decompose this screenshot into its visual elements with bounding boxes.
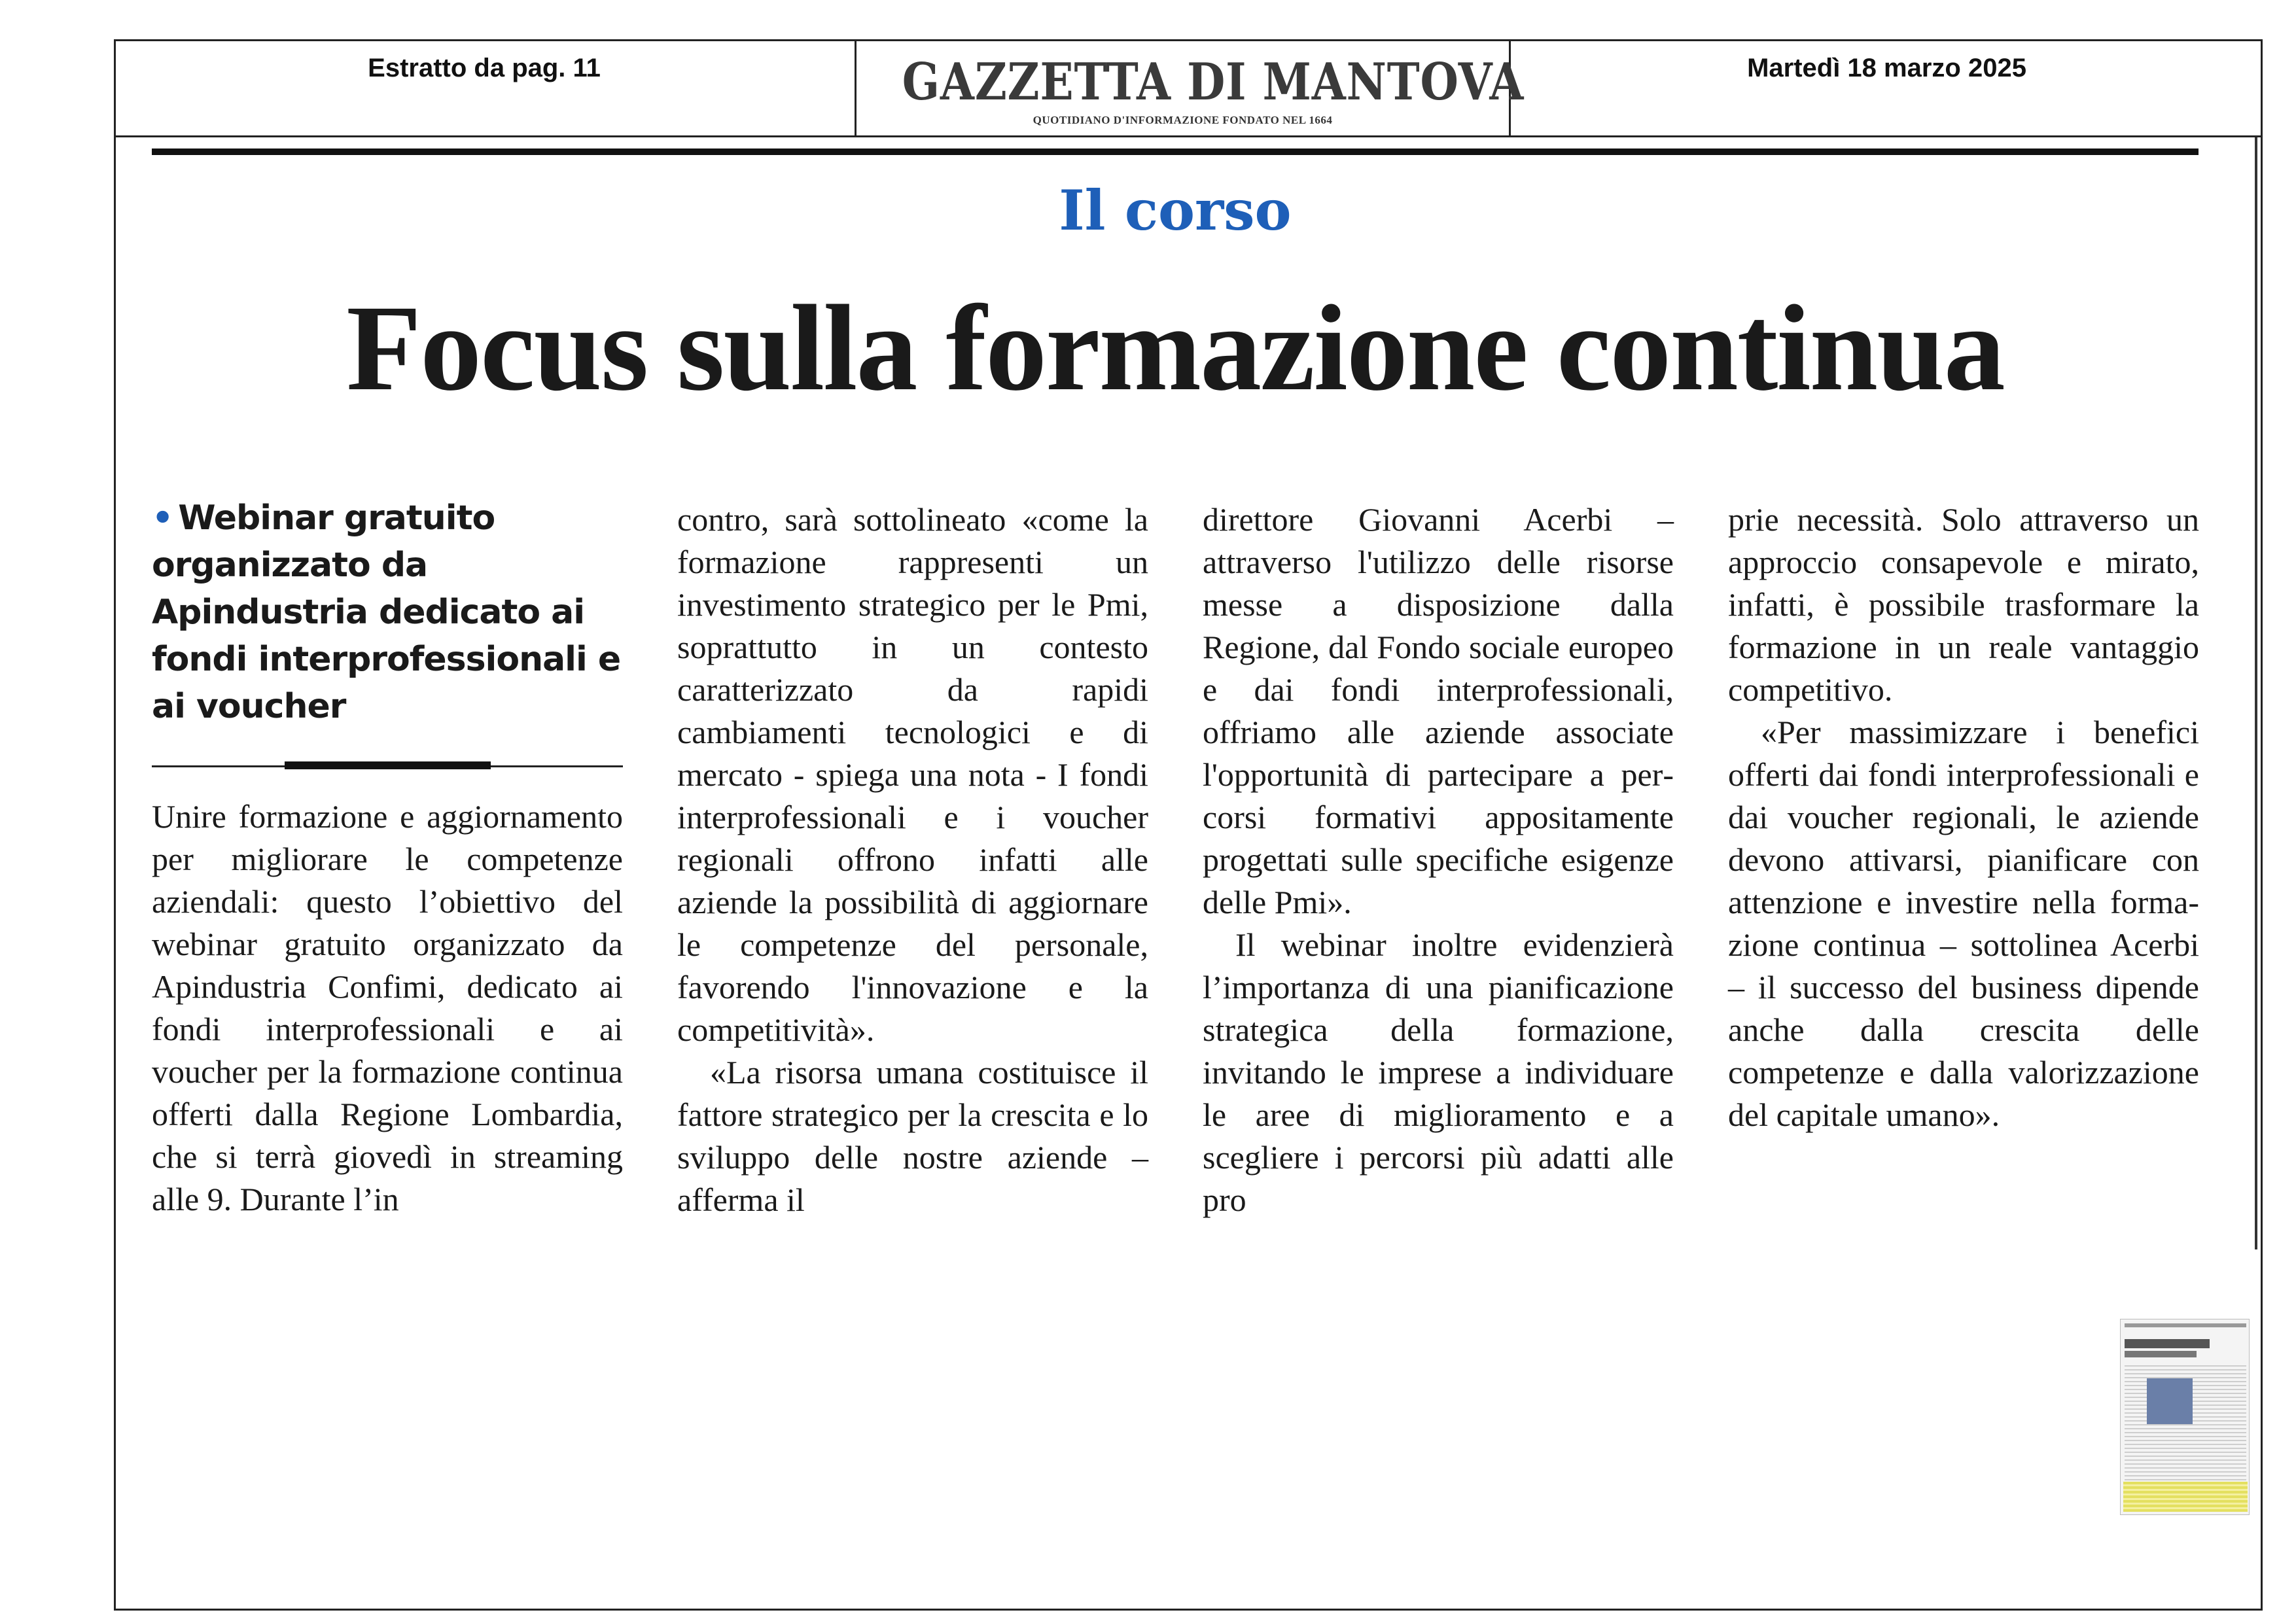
- clipping-header: [114, 39, 2263, 137]
- paragraph: contro, sarà sottolineato «come la formazione rappresenti un investimento strategico per le Pmi, soprattutto in un contesto caratterizzato da rapidi cambiamenti tecnologici e di mercato - spiega una nota - I fondi interprofessionali e i voucher regionali offrono infatti alle aziende la possibilità di aggiornare le competenze del personale, favorendo l'innovazione e la competitività».: [677, 501, 1148, 1048]
- subheading-text: Webinar gratuito organizzato da Apindustria dedicato ai fondi interprofessionali e ai voucher: [152, 498, 621, 726]
- article-headline: Focus sulla formazione continua: [346, 279, 2004, 416]
- paragraph: prie necessità. Solo attraverso un approccio consapevole e mirato, infatti, è possibile trasformare la formazione in un reale vantaggio competitivo.: [1728, 501, 2199, 708]
- article-column-3: [1203, 498, 1674, 1221]
- paragraph: Il webinar inoltre evidenzierà l’importanza di una pianificazione strategica della formazione, invitando le imprese a individuare le aree di miglioramento e a scegliere i percorsi più adatti alle pro: [1203, 926, 1674, 1218]
- masthead-logo: GAZZETTA DI MANTOVA: [902, 52, 1525, 112]
- date-cell: [1511, 39, 2263, 135]
- paragraph: «Per massimizzare i benefici offerti dai fondi interprofessionali e dai voucher regionali, le aziende devono attivarsi, pianificare con attenzione e investire nella formazione continua – sottolinea Acerbi – il successo del business dipende anche dalla crescita delle competenze e dalla valorizzazione del capitale umano».: [1728, 714, 2199, 1133]
- article-kicker: Il corso: [1059, 178, 1292, 243]
- paragraph: direttore Giovanni Acerbi – attraverso l'utilizzo delle risorse messe a disposizione dalla Regione, dal Fondo sociale europeo e dai fondi interprofessionali, offriamo alle aziende associate l'opportunità di partecipare a percorsi formativi appositamente progettati sulle specifiche esigenze delle Pmi».: [1203, 501, 1674, 920]
- article-column-2: [677, 498, 1148, 1221]
- extract-cell: [114, 39, 857, 135]
- paragraph: «La risorsa umana costituisce il fattore strategico per la crescita e lo sviluppo delle nostre aziende – afferma il: [677, 1054, 1148, 1218]
- masthead-cell: [857, 39, 1525, 135]
- article-column-1: [152, 795, 623, 1221]
- paragraph: Unire formazione e aggiornamento per migliorare le competenze aziendali: questo l’obiettivo del webinar gratuito organizzato da Apindustria Confimi, dedicato ai fondi interprofessionali e ai voucher per la formazione continua offerti dalla Regione Lombardia, che si terrà giovedì in streaming alle 9. Durante l’in: [152, 798, 623, 1217]
- article-column-4: [1728, 498, 2199, 1136]
- subheading-divider-accent: [285, 761, 491, 769]
- right-edge-line: [2255, 137, 2257, 1249]
- publication-date: Martedì 18 marzo 2025: [1747, 54, 2026, 82]
- page-thumbnail: [2120, 1319, 2250, 1515]
- top-rule: [152, 148, 2199, 155]
- thumbnail-highlight: [2123, 1482, 2248, 1512]
- article-subheading: [152, 495, 623, 730]
- bullet-icon: •: [152, 498, 173, 538]
- masthead-subtitle: QUOTIDIANO D'INFORMAZIONE FONDATO NEL 1664: [1033, 114, 1333, 126]
- extract-label: Estratto da pag. 11: [368, 54, 601, 82]
